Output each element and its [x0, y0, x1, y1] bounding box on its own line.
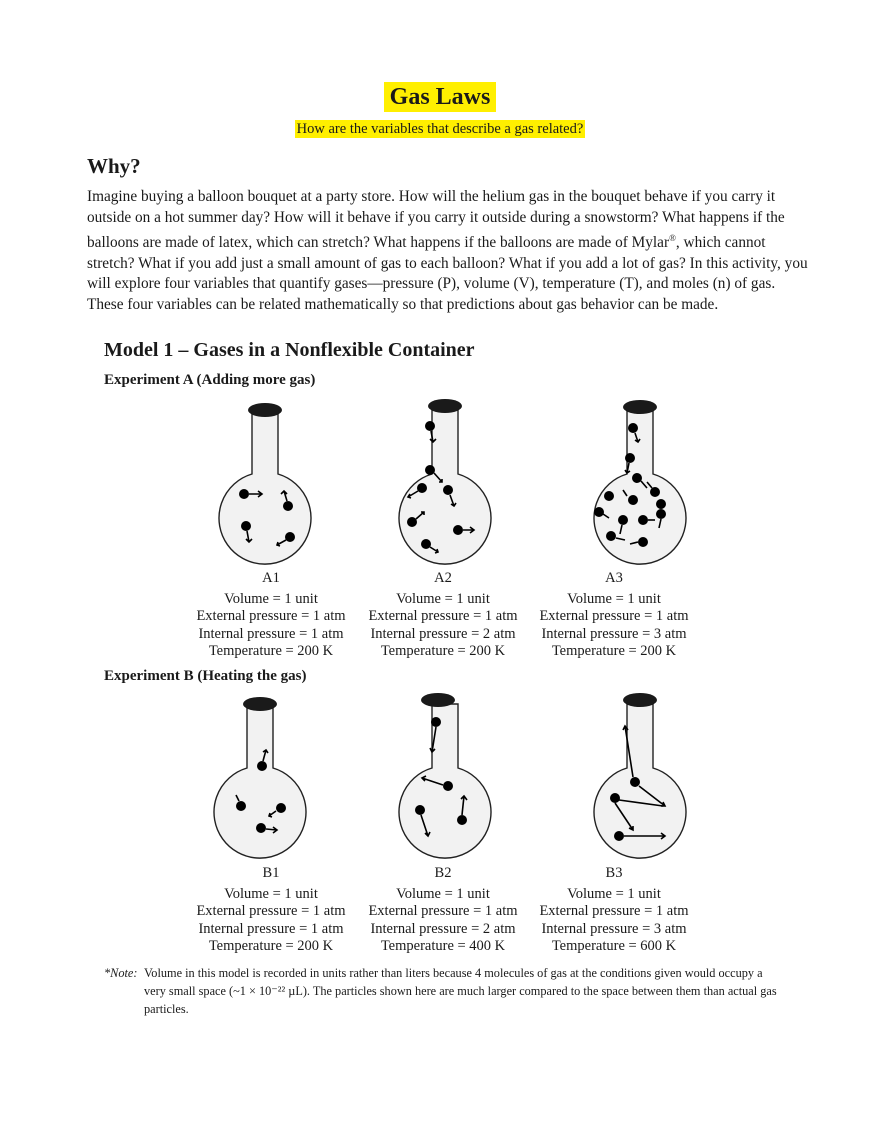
- flask-b3-temperature: Temperature = 600 K: [551, 938, 677, 955]
- flask-a1-label: [185, 570, 357, 661]
- flask-b1-temperature: Temperature = 200 K: [208, 938, 334, 955]
- note-lead: *Note:: [104, 966, 138, 980]
- flask-b3-external: External pressure = 1 atm: [539, 903, 689, 920]
- experiment-b-title: Experiment B (Heating the gas): [104, 668, 307, 684]
- flask-a2-internal: Internal pressure = 2 atm: [370, 625, 516, 642]
- flask-a3-external: External pressure = 1 atm: [539, 608, 689, 625]
- flask-a1-external: External pressure = 1 atm: [196, 608, 346, 625]
- flask-a1-name: A1: [262, 570, 280, 586]
- flask-b1-external: External pressure = 1 atm: [196, 903, 346, 920]
- flask-b1-volume: Volume = 1 unit: [224, 885, 318, 902]
- flask-a2-volume: Volume = 1 unit: [396, 590, 490, 607]
- flask-b3-internal: Internal pressure = 3 atm: [541, 920, 687, 937]
- flask-b2-name: B2: [434, 865, 452, 881]
- flask-b2-internal: Internal pressure = 2 atm: [370, 920, 516, 937]
- flask-b3-label: [528, 865, 700, 956]
- flask-a2-external: External pressure = 1 atm: [368, 608, 518, 625]
- flask-a3-name: A3: [605, 570, 623, 586]
- flask-a1-internal: Internal pressure = 1 atm: [198, 625, 344, 642]
- page-title: Gas Laws: [384, 82, 497, 112]
- flask-a3-volume: Volume = 1 unit: [567, 590, 661, 607]
- flask-b3-name: B3: [605, 865, 623, 881]
- experiment-a-title: Experiment A (Adding more gas): [104, 372, 316, 388]
- flask-a2-label: [357, 570, 529, 661]
- model-title: Model 1 – Gases in a Nonflexible Container: [104, 339, 475, 361]
- flask-b1-illustration: [195, 690, 325, 860]
- flask-b1-name: B1: [262, 865, 280, 881]
- flask-b1-label: [185, 865, 357, 956]
- flask-a1-volume: Volume = 1 unit: [224, 590, 318, 607]
- flask-a3-label: [528, 570, 700, 661]
- flask-b2-temperature: Temperature = 400 K: [380, 938, 506, 955]
- why-paragraph-part-b: , which cannot stretch? What if you add just a small amount of gas to each balloon? What if you add a lot of gas? In this activity, you will explore four variables that quantify gases—pressure (P), volume (V), temperature (T), and moles (n) of gas. These four variables can be related mathematically so that predictions about gas behavior can be made.: [87, 234, 808, 314]
- why-paragraph: [87, 187, 812, 316]
- flask-b1-internal: Internal pressure = 1 atm: [198, 920, 344, 937]
- page-subtitle: How are the variables that describe a gas related?: [296, 121, 584, 137]
- flask-b2-volume: Volume = 1 unit: [396, 885, 490, 902]
- flask-a2-temperature: Temperature = 200 K: [380, 643, 506, 660]
- flask-a1-illustration: [200, 396, 330, 566]
- flask-b2-illustration: [380, 690, 510, 860]
- model-note: [104, 964, 784, 1018]
- flask-b3-illustration: [575, 690, 705, 860]
- flask-a3-internal: Internal pressure = 3 atm: [541, 625, 687, 642]
- flask-a2-name: A2: [434, 570, 452, 586]
- why-paragraph-part-a: Imagine buying a balloon bouquet at a party store. How will the helium gas in the bouquet behave if you carry it outside on a hot summer day? How will it behave if you carry it outside during a snowstorm? What happens if the balloons are made of latex, which can stretch? What happens if the balloons are made of Mylar: [87, 188, 785, 252]
- flask-a3-illustration: [575, 396, 705, 566]
- flask-b2-external: External pressure = 1 atm: [368, 903, 518, 920]
- flask-b2-label: [357, 865, 529, 956]
- registered-mark: ®: [669, 233, 676, 244]
- flask-a1-temperature: Temperature = 200 K: [208, 643, 334, 660]
- note-text: Volume in this model is recorded in units rather than liters because 4 molecules of gas at the conditions given would occupy a very small space (~1 × 10⁻²² µL). The particles shown here are much larger compared to the space between them than actual gas particles.: [144, 966, 777, 1016]
- why-heading: Why?: [87, 154, 141, 178]
- flask-a3-temperature: Temperature = 200 K: [551, 643, 677, 660]
- flask-a2-illustration: [380, 396, 510, 566]
- flask-b3-volume: Volume = 1 unit: [567, 885, 661, 902]
